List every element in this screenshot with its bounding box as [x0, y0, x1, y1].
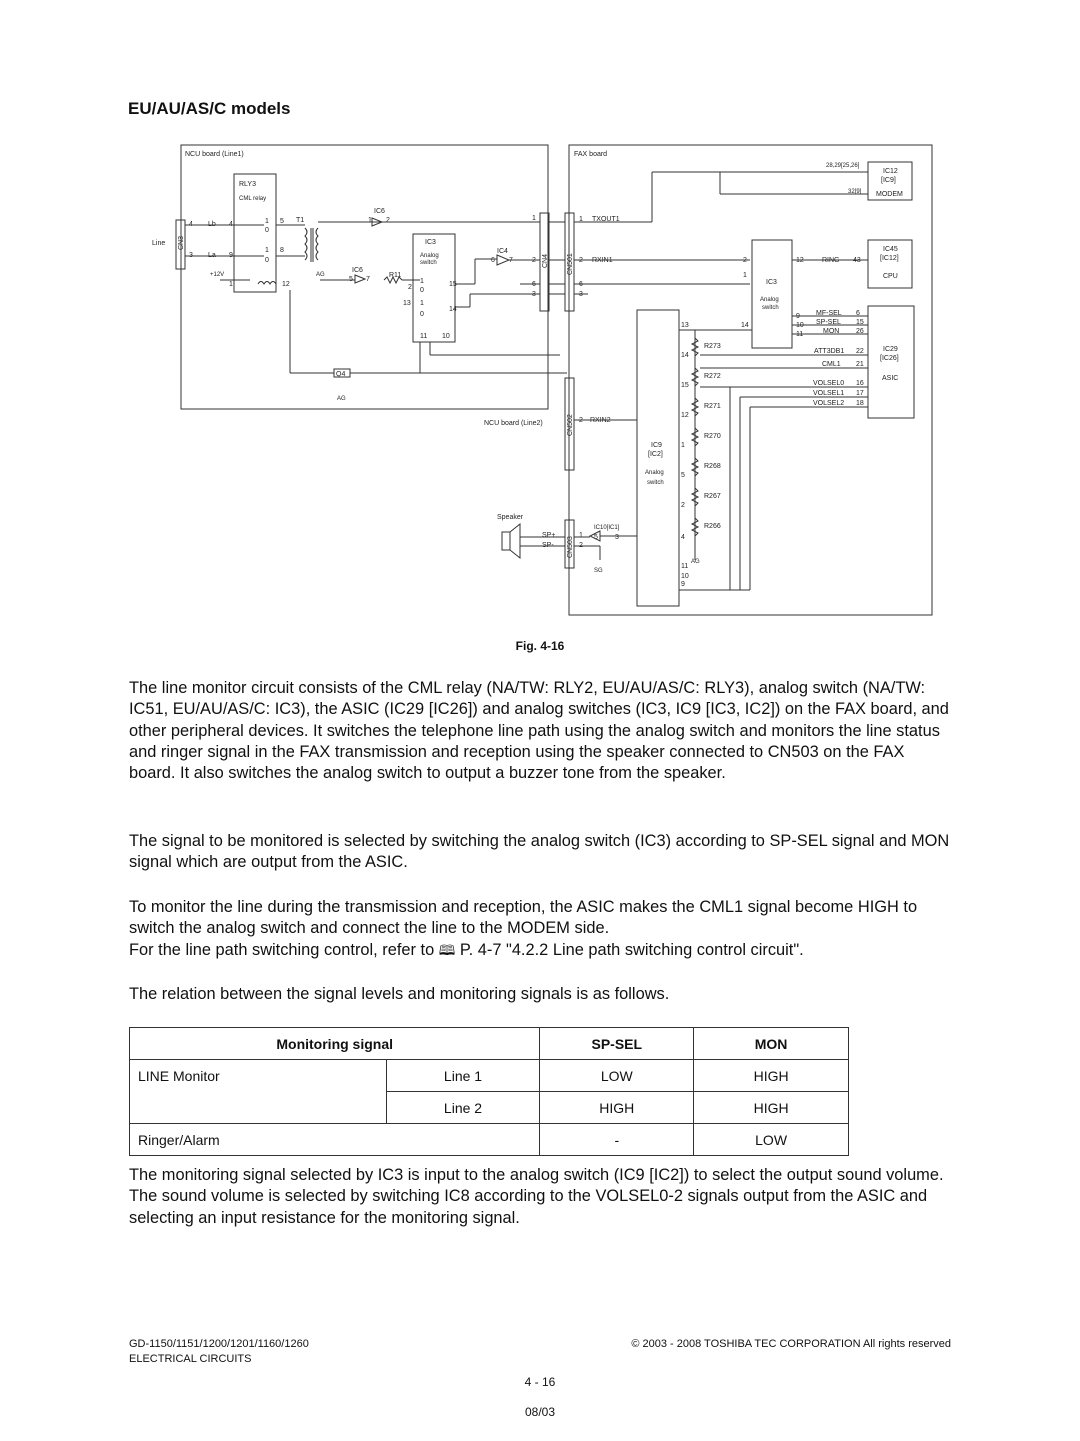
- svg-text:1: 1: [579, 216, 583, 223]
- svg-text:NCU board (Line1): NCU board (Line1): [185, 151, 244, 158]
- svg-text:32[9]: 32[9]: [848, 189, 862, 195]
- svg-text:28,29[25,26]: 28,29[25,26]: [826, 163, 860, 169]
- svg-text:IC3: IC3: [425, 239, 436, 246]
- svg-text:switch: switch: [647, 480, 664, 486]
- line-monitor-circuit-diagram: [152, 137, 940, 619]
- svg-text:CML1: CML1: [822, 361, 841, 368]
- svg-text:11: 11: [796, 331, 804, 338]
- svg-text:Analog: Analog: [760, 297, 779, 303]
- svg-text:1: 1: [265, 247, 269, 254]
- svg-text:ATT3DB1: ATT3DB1: [814, 348, 845, 355]
- svg-text:ASIC: ASIC: [882, 375, 899, 382]
- svg-text:SP+: SP+: [542, 532, 556, 539]
- ncu-line1-board: [181, 145, 548, 409]
- svg-text:VOLSEL2: VOLSEL2: [813, 400, 845, 407]
- svg-text:CN503: CN503: [567, 536, 574, 558]
- table-header-row: [130, 1028, 849, 1060]
- svg-text:RING: RING: [822, 257, 840, 264]
- svg-text:IC29: IC29: [883, 346, 898, 353]
- reference-link[interactable]: P. 4-7 "4.2.2 Line path switching control circuit".: [459, 941, 804, 959]
- svg-text:13: 13: [403, 300, 411, 307]
- svg-text:1: 1: [420, 278, 424, 285]
- svg-text:5: 5: [594, 534, 598, 541]
- svg-text:IC45: IC45: [883, 246, 898, 253]
- svg-text:switch: switch: [762, 305, 779, 311]
- svg-text:15: 15: [856, 319, 864, 326]
- svg-text:26: 26: [856, 328, 864, 335]
- svg-text:14: 14: [449, 306, 457, 313]
- svg-text:AG: AG: [316, 272, 325, 278]
- header-sp-sel: SP-SEL: [540, 1028, 694, 1060]
- svg-text:Q4: Q4: [336, 371, 346, 378]
- svg-text:6: 6: [579, 281, 583, 288]
- section-heading: EU/AU/AS/C models: [128, 99, 291, 118]
- svg-text:15: 15: [681, 382, 689, 389]
- paragraph-signal-selection: The signal to be monitored is selected by switching the analog switch (IC3) according to SP-SEL signal and MON signal which are output from the ASIC.: [129, 832, 950, 872]
- svg-text:SP-: SP-: [542, 542, 554, 549]
- svg-text:1: 1: [420, 300, 424, 307]
- svg-text:FAX board: FAX board: [574, 151, 608, 158]
- svg-text:IC9: IC9: [651, 442, 662, 449]
- svg-text:9: 9: [229, 252, 233, 259]
- svg-text:NCU board (Line2): NCU board (Line2): [484, 420, 543, 427]
- paragraph-volume-selection: The monitoring signal selected by IC3 is input to the analog switch (IC9 [IC2]) to select the output sound volume. The sound volume is selected by switching IC8 according to the VOLSEL0-2 signals output from the ASIC and selecting an input resistance for the monitoring signal.: [129, 1166, 944, 1227]
- svg-text:4: 4: [229, 221, 233, 228]
- svg-text:VOLSEL0: VOLSEL0: [813, 380, 845, 387]
- cell-sp-sel: HIGH: [540, 1092, 694, 1124]
- svg-text:17: 17: [856, 390, 864, 397]
- svg-text:11: 11: [681, 563, 689, 570]
- svg-text:CN501: CN501: [567, 253, 574, 275]
- svg-text:9: 9: [796, 313, 800, 320]
- svg-text:IC6: IC6: [352, 267, 363, 274]
- cell-mon: LOW: [694, 1124, 849, 1156]
- svg-text:21: 21: [856, 361, 864, 368]
- svg-text:4: 4: [681, 534, 685, 541]
- svg-text:2: 2: [386, 217, 390, 224]
- footer-copyright: © 2003 - 2008 TOSHIBA TEC CORPORATION All rights reserved: [631, 1338, 951, 1350]
- svg-text:5: 5: [349, 276, 353, 283]
- svg-text:RLY3: RLY3: [239, 181, 256, 188]
- svg-text:16: 16: [856, 380, 864, 387]
- svg-text:R266: R266: [704, 523, 721, 530]
- svg-text:6: 6: [491, 257, 495, 264]
- svg-text:9: 9: [681, 581, 685, 588]
- svg-text:2: 2: [532, 257, 536, 264]
- svg-text:4: 4: [189, 221, 193, 228]
- svg-text:CML relay: CML relay: [239, 196, 267, 202]
- svg-text:CN502: CN502: [567, 414, 574, 436]
- svg-text:[IC26]: [IC26]: [880, 355, 899, 362]
- svg-text:1: 1: [681, 442, 685, 449]
- svg-text:R270: R270: [704, 433, 721, 440]
- cell-sub: Line 1: [386, 1060, 540, 1092]
- paragraph-relation-intro: The relation between the signal levels and monitoring signals is as follows.: [129, 985, 670, 1003]
- svg-text:IC4: IC4: [497, 248, 508, 255]
- svg-text:IC12: IC12: [883, 168, 898, 175]
- svg-text:0: 0: [420, 311, 424, 318]
- paragraph-circuit-overview: The line monitor circuit consists of the CML relay (NA/TW: RLY2, EU/AU/AS/C: RLY3), analog switch (NA/TW: IC51, EU/AU/AS/C: IC3), the ASIC (IC29 [IC26]) and analog switches (IC3, IC9 [IC3, IC2]) on the FAX board, and other peripheral devices. It switches the telephone line path using the analog switch and monitors the line status and ringer signal in the FAX transmission and reception using the speaker connected to CN503 on the FAX board. It also switches the analog switch to output a buzzer tone from the speaker.: [129, 679, 949, 783]
- svg-text:La: La: [208, 252, 216, 259]
- svg-text:3: 3: [189, 252, 193, 259]
- monitoring-signal-table: [129, 1027, 849, 1156]
- svg-text:AG: AG: [691, 559, 700, 565]
- svg-text:Line: Line: [152, 240, 166, 247]
- svg-text:R268: R268: [704, 463, 721, 470]
- footer-model: GD-1150/1151/1200/1201/1160/1260: [129, 1338, 309, 1350]
- svg-text:2: 2: [743, 257, 747, 264]
- svg-text:1: 1: [532, 215, 536, 222]
- svg-text:R267: R267: [704, 493, 721, 500]
- svg-text:SP-SEL: SP-SEL: [816, 319, 841, 326]
- svg-text:MODEM: MODEM: [876, 191, 903, 198]
- svg-text:SG: SG: [594, 568, 603, 574]
- svg-text:6: 6: [856, 310, 860, 317]
- svg-text:6: 6: [532, 281, 536, 288]
- svg-text:R272: R272: [704, 373, 721, 380]
- figure-caption: Fig. 4-16: [515, 639, 565, 653]
- footer-date: 08/03: [524, 1405, 556, 1419]
- svg-text:7: 7: [366, 276, 370, 283]
- svg-text:R11: R11: [389, 272, 402, 279]
- svg-text:IC6: IC6: [374, 208, 385, 215]
- svg-text:13: 13: [681, 322, 689, 329]
- svg-text:1: 1: [368, 217, 372, 224]
- svg-text:Analog: Analog: [420, 253, 439, 259]
- svg-text:12: 12: [796, 257, 804, 264]
- svg-text:AG: AG: [337, 396, 346, 402]
- svg-text:R271: R271: [704, 403, 721, 410]
- svg-text:3: 3: [579, 291, 583, 298]
- svg-text:MON: MON: [823, 328, 840, 335]
- cell-sp-sel: -: [540, 1124, 694, 1156]
- reference-prefix: For the line path switching control, refer to: [129, 941, 439, 959]
- svg-text:1: 1: [743, 272, 747, 279]
- svg-text:43: 43: [853, 257, 861, 264]
- footer-section: ELECTRICAL CIRCUITS: [129, 1353, 252, 1365]
- svg-text:0: 0: [265, 227, 269, 234]
- book-icon: 🕮: [438, 942, 456, 958]
- svg-text:12: 12: [282, 281, 290, 288]
- svg-text:3: 3: [615, 534, 619, 541]
- svg-text:12: 12: [681, 412, 689, 419]
- svg-text:MF-SEL: MF-SEL: [816, 310, 842, 317]
- cell-sub: Line 2: [386, 1092, 540, 1124]
- svg-text:2: 2: [408, 284, 412, 291]
- svg-text:18: 18: [856, 400, 864, 407]
- svg-text:10: 10: [796, 322, 804, 329]
- svg-text:T1: T1: [296, 217, 305, 224]
- svg-text:0: 0: [420, 287, 424, 294]
- svg-text:10: 10: [681, 573, 689, 580]
- svg-text:5: 5: [681, 472, 685, 479]
- svg-text:[IC9]: [IC9]: [881, 177, 896, 184]
- svg-text:CPU: CPU: [883, 273, 898, 280]
- svg-text:switch: switch: [420, 260, 437, 266]
- svg-text:[IC12]: [IC12]: [880, 255, 899, 262]
- svg-text:R273: R273: [704, 343, 721, 350]
- header-monitoring-signal: Monitoring signal: [130, 1028, 540, 1060]
- svg-text:Analog: Analog: [645, 470, 664, 476]
- svg-text:RXIN1: RXIN1: [592, 257, 613, 264]
- svg-text:CN3: CN3: [178, 235, 185, 250]
- cell-mon: HIGH: [694, 1060, 849, 1092]
- svg-text:7: 7: [509, 257, 513, 264]
- svg-text:2: 2: [579, 417, 583, 424]
- svg-text:2: 2: [579, 542, 583, 549]
- header-mon: MON: [694, 1028, 849, 1060]
- paragraph-monitor-transmission: To monitor the line during the transmission and reception, the ASIC makes the CML1 signal become HIGH to switch the analog switch and connect the line to the MODEM side.: [129, 898, 918, 938]
- cell-sp-sel: LOW: [540, 1060, 694, 1092]
- cell-signal: Ringer/Alarm: [130, 1124, 540, 1156]
- svg-text:TXOUT1: TXOUT1: [592, 216, 620, 223]
- svg-text:Speaker: Speaker: [497, 514, 524, 521]
- svg-text:14: 14: [681, 352, 689, 359]
- svg-text:22: 22: [856, 348, 864, 355]
- svg-text:3: 3: [532, 291, 536, 298]
- svg-text:11: 11: [420, 333, 428, 340]
- svg-text:1: 1: [579, 532, 583, 539]
- svg-text:1: 1: [265, 218, 269, 225]
- cell-signal: LINE Monitor: [130, 1060, 387, 1124]
- svg-text:[IC2]: [IC2]: [648, 451, 663, 458]
- svg-text:1: 1: [229, 281, 233, 288]
- svg-text:14: 14: [741, 322, 749, 329]
- svg-text:Lb: Lb: [208, 221, 216, 228]
- svg-text:VOLSEL1: VOLSEL1: [813, 390, 845, 397]
- svg-text:IC3: IC3: [766, 279, 777, 286]
- table-row: [130, 1060, 849, 1092]
- cell-mon: HIGH: [694, 1092, 849, 1124]
- svg-text:2: 2: [579, 257, 583, 264]
- svg-text:8: 8: [280, 247, 284, 254]
- svg-text:0: 0: [265, 257, 269, 264]
- svg-text:2: 2: [681, 502, 685, 509]
- svg-text:CN4: CN4: [542, 253, 549, 268]
- table-row: [130, 1124, 849, 1156]
- svg-text:15: 15: [449, 281, 457, 288]
- svg-text:RXIN2: RXIN2: [590, 417, 611, 424]
- svg-text:IC10[IC1]: IC10[IC1]: [594, 525, 620, 531]
- svg-text:5: 5: [280, 218, 284, 225]
- svg-text:10: 10: [442, 333, 450, 340]
- page-number: 4 - 16: [524, 1375, 556, 1389]
- svg-text:+12V: +12V: [210, 272, 225, 278]
- paragraph-line-path-reference: [129, 940, 955, 961]
